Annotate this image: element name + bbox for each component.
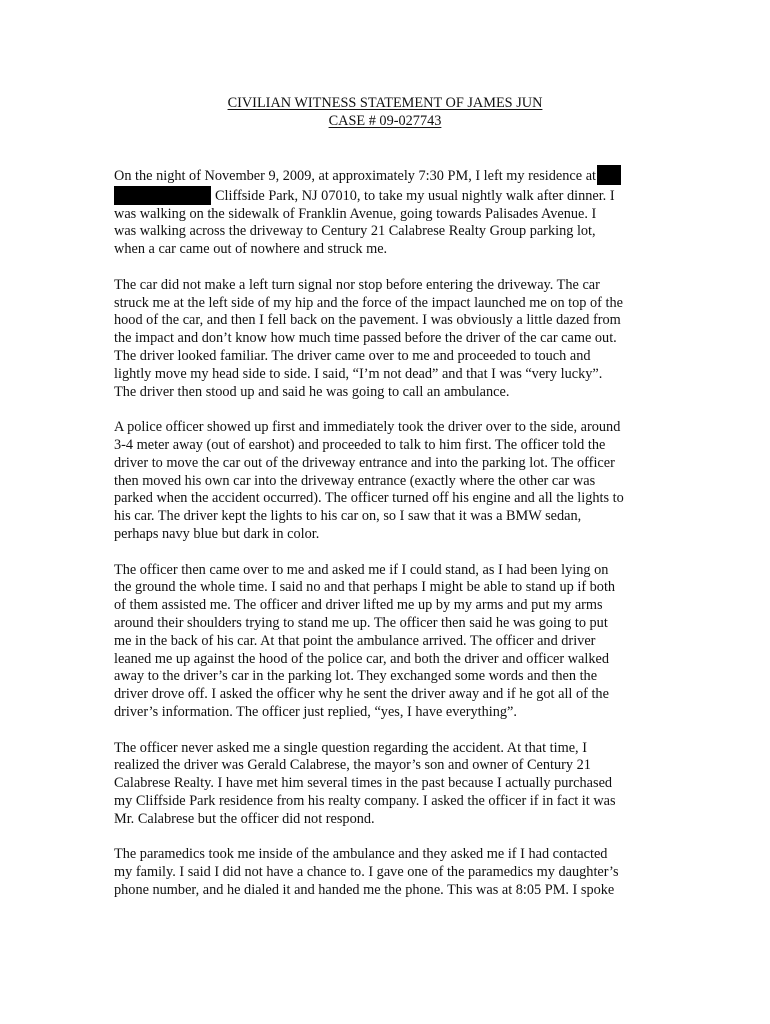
text-line: The paramedics took me inside of the ambulance and they asked me if I had contacted <box>114 846 608 863</box>
text-line: of them assisted me. The officer and driver lifted me up by my arms and put my arms <box>114 597 603 614</box>
paragraph <box>114 562 664 722</box>
statement-body <box>114 165 664 917</box>
text-line: the ground the whole time. I said no and that perhaps I might be able to stand up if both <box>114 579 616 596</box>
text-line: was walking on the sidewalk of Franklin Avenue, going towards Palisades Avenue. I <box>114 205 597 222</box>
text-line: 3-4 meter away (out of earshot) and proceeded to talk to him first. The officer told the <box>114 436 606 453</box>
text-line: Calabrese Realty. I have met him several times in the past because I actually purchased <box>114 775 613 792</box>
text-line: the impact and don’t know how much time passed before the driver of the car came out. <box>114 330 617 347</box>
text-line <box>114 165 664 186</box>
text-line: when a car came out of nowhere and struck me. <box>114 241 388 258</box>
text-line: his car. The driver kept the lights to his car on, so I saw that it was a BMW sedan, <box>114 508 582 525</box>
text-line: The driver then stood up and said he was going to call an ambulance. <box>114 383 510 400</box>
paragraph <box>114 277 664 402</box>
text-line: phone number, and he dialed it and handed me the phone. This was at 8:05 PM. I spoke <box>114 881 615 898</box>
text-line: leaned me up against the hood of the police car, and both the driver and officer walked <box>114 650 610 667</box>
text-line: Mr. Calabrese but the officer did not respond. <box>114 810 375 827</box>
text-line: driver’s information. The officer just replied, “yes, I have everything”. <box>114 703 517 720</box>
text-line: driver to move the car out of the driveway entrance and into the parking lot. The officer <box>114 454 615 471</box>
text-line: The car did not make a left turn signal nor stop before entering the driveway. The car <box>114 276 600 293</box>
title-line-statement: CIVILIAN WITNESS STATEMENT OF JAMES JUN <box>227 95 543 111</box>
paragraph <box>114 740 664 829</box>
paragraph <box>114 165 664 259</box>
text-line: lightly move my head side to side. I said, “I’m not dead” and that I was “very lucky”. <box>114 365 603 382</box>
text-line: then moved his own car into the driveway entrance (exactly where the other car was <box>114 472 596 489</box>
redaction-bar <box>114 186 211 205</box>
text-line: struck me at the left side of my hip and the force of the impact launched me on top of the <box>114 294 623 311</box>
text-line-content: On the night of November 9, 2009, at approximately 7:30 PM, I left my residence at <box>114 168 597 184</box>
text-line <box>114 186 664 206</box>
title-line-case-number: CASE # 09-027743 <box>328 113 442 129</box>
text-line: A police officer showed up first and immediately took the driver over to the side, around <box>114 419 621 436</box>
paragraph <box>114 846 664 899</box>
text-line: my family. I said I did not have a chance to. I gave one of the paramedics my daughter’s <box>114 864 619 881</box>
text-line: my Cliffside Park residence from his realty company. I asked the officer if in fact it was <box>114 792 616 809</box>
text-line: parked when the accident occurred). The officer turned off his engine and all the lights to <box>114 490 624 507</box>
paragraph <box>114 419 664 544</box>
text-line: me in the back of his car. At that point the ambulance arrived. The officer and driver <box>114 632 596 649</box>
text-line: realized the driver was Gerald Calabrese, the mayor’s son and owner of Century 21 <box>114 757 591 774</box>
text-line-content: Cliffside Park, NJ 07010, to take my usual nightly walk after dinner. I <box>215 187 615 204</box>
text-line: around their shoulders trying to stand me up. The officer then said he was going to put <box>114 614 608 631</box>
text-line: was walking across the driveway to Century 21 Calabrese Realty Group parking lot, <box>114 223 596 240</box>
text-line: The officer then came over to me and asked me if I could stand, as I had been lying on <box>114 561 609 578</box>
document-title <box>0 94 770 130</box>
text-line: away to the driver’s car in the parking lot. They exchanged some words and then the <box>114 668 598 685</box>
text-line: The officer never asked me a single question regarding the accident. At that time, I <box>114 739 587 756</box>
text-line: The driver looked familiar. The driver came over to me and proceeded to touch and <box>114 347 591 364</box>
text-line: hood of the car, and then I fell back on the pavement. I was obviously a little dazed from <box>114 312 621 329</box>
text-line: driver drove off. I asked the officer why he sent the driver away and if he got all of the <box>114 686 609 703</box>
redaction-bar <box>597 165 621 185</box>
text-line: perhaps navy blue but dark in color. <box>114 525 320 542</box>
